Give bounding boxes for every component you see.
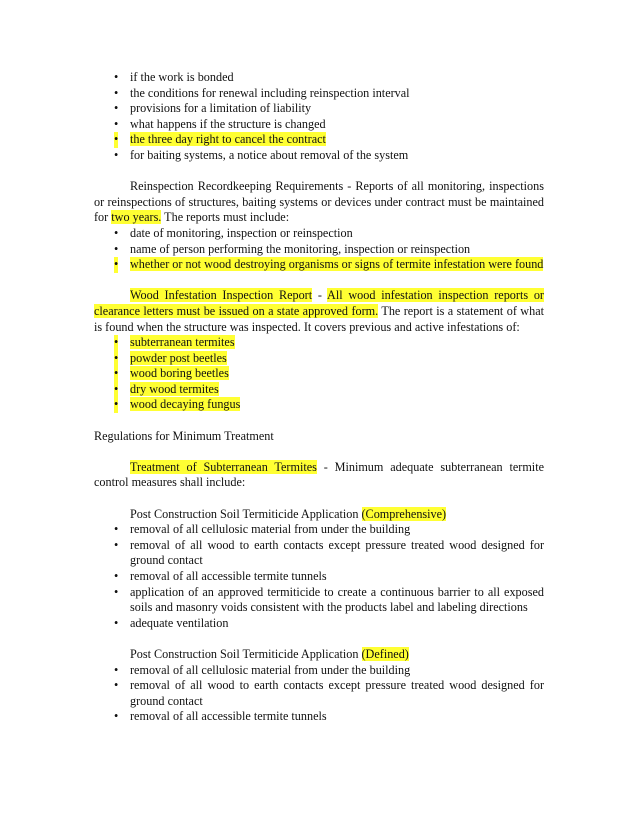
defined-list [94,663,544,725]
list-item [94,70,544,86]
list-item [94,101,544,117]
bullet-icon: • [114,241,119,256]
list-item [94,351,544,367]
list-item [94,117,544,133]
list-item [94,132,544,148]
bullet-icon: • [114,116,119,131]
contract-items-list [94,70,544,164]
list-item [94,382,544,398]
list-item [94,257,544,273]
list-item [94,148,544,164]
list-item-text: wood boring beetles [130,366,229,381]
bullet-icon: • [114,225,119,240]
regulations-heading: Regulations for Minimum Treatment [94,428,274,443]
list-item-text: application of an approved termiticide to create a continuous barrier to all exposed soils and masonry voids consistent with the products label and labeling directions [130,584,544,615]
bullet-icon: • [114,569,119,583]
wood-report-highlight: All wood infestation inspection reports or clearance letters must be issued on a state approved form. [94,288,544,318]
list-item-text: for baiting systems, a notice about removal of the system [130,147,409,162]
bullet-icon: • [114,132,119,147]
bullet-icon: • [114,335,119,350]
wood-report-paragraph: Wood Infestation Inspection Report - All wood infestation inspection reports or clearance letters must be issued on a state approved form. The report is a statement of what is found when the structure was inspected. It covers previous and active infestations of: [94,288,544,334]
comprehensive-tag: (Comprehensive) [361,506,447,521]
list-item-text: removal of all cellulosic material from under the building [130,662,411,677]
bullet-icon: • [114,537,119,552]
bullet-icon: • [114,397,119,412]
bullet-icon: • [114,662,119,677]
list-item [94,226,544,242]
list-item-text: what happens if the structure is changed [130,116,326,131]
reinspection-highlight: two years. [111,210,162,225]
bullet-icon: • [114,147,119,162]
bullet-icon: • [114,366,119,381]
list-item-text: dry wood termites [130,381,219,396]
list-item [94,366,544,382]
bullet-icon: • [114,101,119,116]
defined-tag: (Defined) [361,646,409,661]
list-item [94,678,544,709]
list-item-text: adequate ventilation [130,615,229,630]
list-item-text: name of person performing the monitoring, inspection or reinspection [130,241,471,256]
comprehensive-list [94,522,544,631]
list-item-text: subterranean termites [130,335,235,350]
list-item-text: the three day right to cancel the contract [130,132,326,147]
bullet-icon: • [114,381,119,396]
list-item [94,585,544,616]
list-item-text: removal of all wood to earth contacts except pressure treated wood designed for ground contact [130,678,544,708]
list-item-text: removal of all accessible termite tunnels [130,569,327,583]
infestation-list [94,335,544,413]
comprehensive-title: Post Construction Soil Termiticide Application (Comprehensive) [130,506,447,521]
bullet-icon: • [114,350,119,365]
list-item-text: if the work is bonded [130,70,234,84]
treatment-heading: Treatment of Subterranean Termites [130,459,317,474]
list-item-text: provisions for a limitation of liability [130,101,312,116]
list-item [94,397,544,413]
list-item [94,522,544,538]
bullet-icon: • [114,522,119,537]
list-item-text: removal of all accessible termite tunnels [130,709,327,724]
reinspection-heading: Reinspection Recordkeeping Requirements [130,179,344,194]
wood-report-heading: Wood Infestation Inspection Report [130,288,313,303]
list-item-text: wood decaying fungus [130,397,241,412]
list-item [94,538,544,569]
list-item-text: whether or not wood destroying organisms or signs of termite infestation were found [130,257,544,272]
list-item-text: removal of all cellulosic material from under the building [130,522,411,537]
bullet-icon: • [114,584,119,599]
bullet-icon: • [114,615,119,630]
bullet-icon: • [114,257,119,272]
list-item-text: powder post beetles [130,350,227,365]
defined-title: Post Construction Soil Termiticide Application (Defined) [130,646,409,661]
list-item-text: the conditions for renewal including reinspection interval [130,85,410,100]
bullet-icon: • [114,70,119,84]
list-item-text: removal of all wood to earth contacts except pressure treated wood designed for ground contact [130,537,544,568]
list-item [94,569,544,585]
list-item [94,242,544,258]
list-item [94,663,544,679]
bullet-icon: • [114,85,119,100]
report-items-list [94,226,544,273]
treatment-paragraph: Treatment of Subterranean Termites - Minimum adequate subterranean termite control measures shall include: [94,459,544,490]
bullet-icon: • [114,678,119,693]
reinspection-paragraph: Reinspection Recordkeeping Requirements - Reports of all monitoring, inspections or reinspections of structures, baiting systems or devices under contract must be maintained for two years. The reports must include: [94,179,544,225]
list-item-text: date of monitoring, inspection or reinspection [130,225,353,240]
list-item [94,616,544,632]
document-page [94,70,544,725]
list-item [94,709,544,725]
bullet-icon: • [114,709,119,724]
list-item [94,335,544,351]
list-item [94,86,544,102]
